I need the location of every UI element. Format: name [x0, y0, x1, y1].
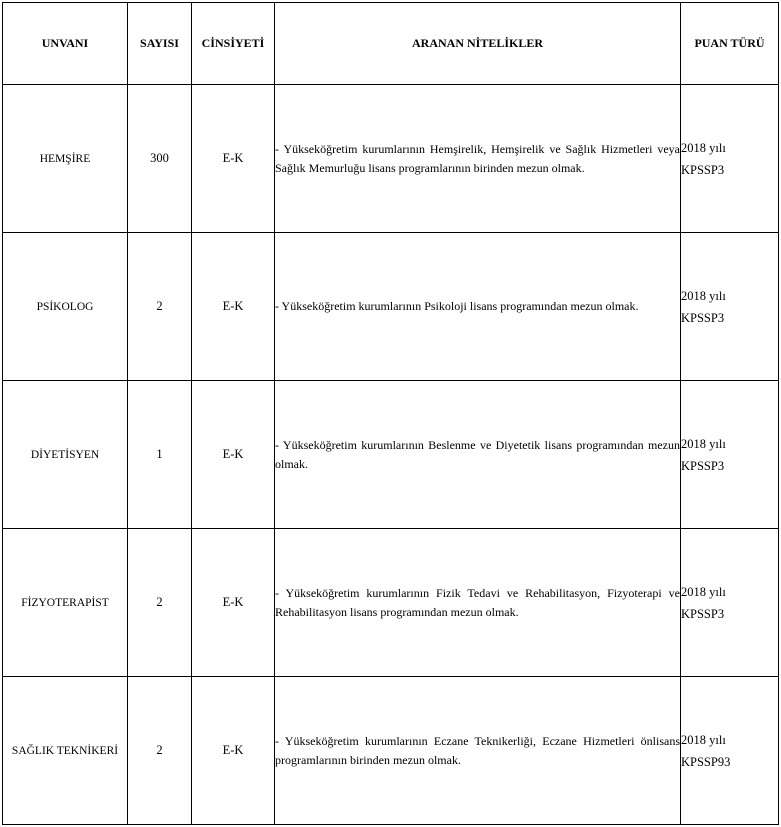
position-count: 300: [128, 85, 192, 233]
position-gender: E-K: [192, 529, 275, 677]
header-score: PUAN TÜRÜ: [681, 3, 779, 85]
header-count: SAYISI: [128, 3, 192, 85]
position-title: PSİKOLOG: [3, 233, 128, 381]
position-score: [681, 529, 779, 677]
header-row: [3, 3, 779, 85]
header-title: UNVANI: [3, 3, 128, 85]
position-count: 2: [128, 677, 192, 825]
score-type: KPSSP3: [681, 162, 725, 177]
header-gender: CİNSİYETİ: [192, 3, 275, 85]
score-type: KPSSP93: [681, 754, 731, 769]
score-type: KPSSP3: [681, 458, 725, 473]
score-year: 2018 yılı: [681, 584, 726, 599]
score-year: 2018 yılı: [681, 140, 726, 155]
position-qualification: - Yükseköğretim kurumlarının Hemşirelik, Hemşirelik ve Sağlık Hizmetleri veya Sağlık Memurluğu lisans programlarının birinden mezun olmak.: [275, 85, 681, 233]
position-score: [681, 233, 779, 381]
table-row: [3, 677, 779, 825]
position-title: FİZYOTERAPİST: [3, 529, 128, 677]
position-title: DİYETİSYEN: [3, 381, 128, 529]
position-gender: E-K: [192, 381, 275, 529]
table-row: [3, 381, 779, 529]
position-title: HEMŞİRE: [3, 85, 128, 233]
position-score: [681, 677, 779, 825]
position-gender: E-K: [192, 85, 275, 233]
position-count: 2: [128, 233, 192, 381]
positions-table: [2, 2, 779, 825]
position-qualification: - Yükseköğretim kurumlarının Eczane Teknikerliği, Eczane Hizmetleri önlisans programlarının birinden mezun olmak.: [275, 677, 681, 825]
position-gender: E-K: [192, 677, 275, 825]
position-score: [681, 85, 779, 233]
position-title: SAĞLIK TEKNİKERİ: [3, 677, 128, 825]
score-type: KPSSP3: [681, 606, 725, 621]
header-qualifications: ARANAN NİTELİKLER: [275, 3, 681, 85]
position-qualification: - Yükseköğretim kurumlarının Psikoloji lisans programından mezun olmak.: [275, 233, 681, 381]
position-gender: E-K: [192, 233, 275, 381]
score-year: 2018 yılı: [681, 732, 726, 747]
position-qualification: - Yükseköğretim kurumlarının Beslenme ve Diyetetik lisans programından mezun olmak.: [275, 381, 681, 529]
score-type: KPSSP3: [681, 310, 725, 325]
table-row: [3, 529, 779, 677]
score-year: 2018 yılı: [681, 288, 726, 303]
position-count: 2: [128, 529, 192, 677]
position-count: 1: [128, 381, 192, 529]
table-row: [3, 85, 779, 233]
position-score: [681, 381, 779, 529]
score-year: 2018 yılı: [681, 436, 726, 451]
table-row: [3, 233, 779, 381]
position-qualification: - Yükseköğretim kurumlarının Fizik Tedavi ve Rehabilitasyon, Fizyoterapi ve Rehabilitasyon lisans programından mezun olmak.: [275, 529, 681, 677]
